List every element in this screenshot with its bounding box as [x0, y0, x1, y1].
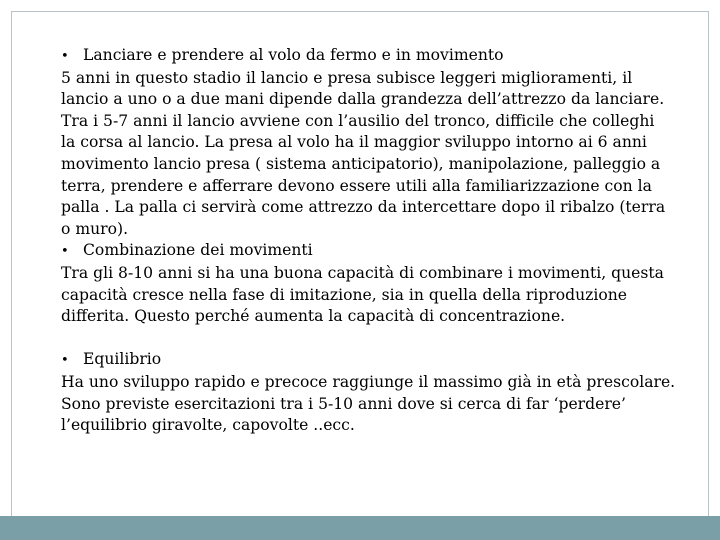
- body-line: o muro).: [61, 219, 129, 238]
- section-heading: • Lanciare e prendere al volo da fermo e in movimento: [61, 45, 701, 68]
- bullet-icon: •: [61, 353, 69, 369]
- body-line: movimento lancio presa ( sistema anticipatorio), manipolazione, palleggio a: [61, 154, 661, 173]
- body-line: l’equilibrio giravolte, capovolte ..ecc.: [61, 416, 355, 435]
- paragraph-gap: [61, 328, 701, 350]
- section-lanciare: [61, 45, 701, 240]
- section-combinazione: [61, 240, 701, 327]
- body-line: Tra i 5-7 anni il lancio avviene con l’ausilio del tronco, difficile che colleghi: [61, 111, 655, 130]
- body-line: Sono previste esercitazioni tra i 5-10 anni dove si cerca di far ‘perdere’: [61, 394, 626, 413]
- section-heading: • Equilibrio: [61, 349, 701, 372]
- body-line: differita. Questo perché aumenta la capacità di concentrazione.: [61, 307, 566, 326]
- body-line: 5 anni in questo stadio il lancio e presa subisce leggeri miglioramenti, il: [61, 68, 633, 87]
- slide-body: [61, 45, 701, 437]
- footer-bar: [0, 516, 720, 540]
- body-line: lancio a uno o a due mani dipende dalla grandezza dell’attrezzo da lanciare.: [61, 90, 665, 109]
- bullet-icon: •: [61, 49, 69, 64]
- body-line: palla . La palla ci servirà come attrezzo da intercettare dopo il ribalzo (terra: [61, 198, 666, 217]
- section-equilibrio: [61, 349, 701, 436]
- body-line: capacità cresce nella fase di imitazione, sia in quella della riproduzione: [61, 285, 627, 304]
- body-line: Tra gli 8-10 anni si ha una buona capacità di combinare i movimenti, questa: [61, 263, 664, 282]
- body-line: terra, prendere e afferrare devono essere utili alla familiarizzazione con la: [61, 176, 652, 195]
- bullet-icon: •: [61, 244, 69, 260]
- body-line: Ha uno sviluppo rapido e precoce raggiunge il massimo già in età prescolare.: [61, 372, 676, 391]
- section-heading: • Combinazione dei movimenti: [61, 240, 701, 263]
- body-line: la corsa al lancio. La presa al volo ha il maggior sviluppo intorno ai 6 anni: [61, 133, 647, 152]
